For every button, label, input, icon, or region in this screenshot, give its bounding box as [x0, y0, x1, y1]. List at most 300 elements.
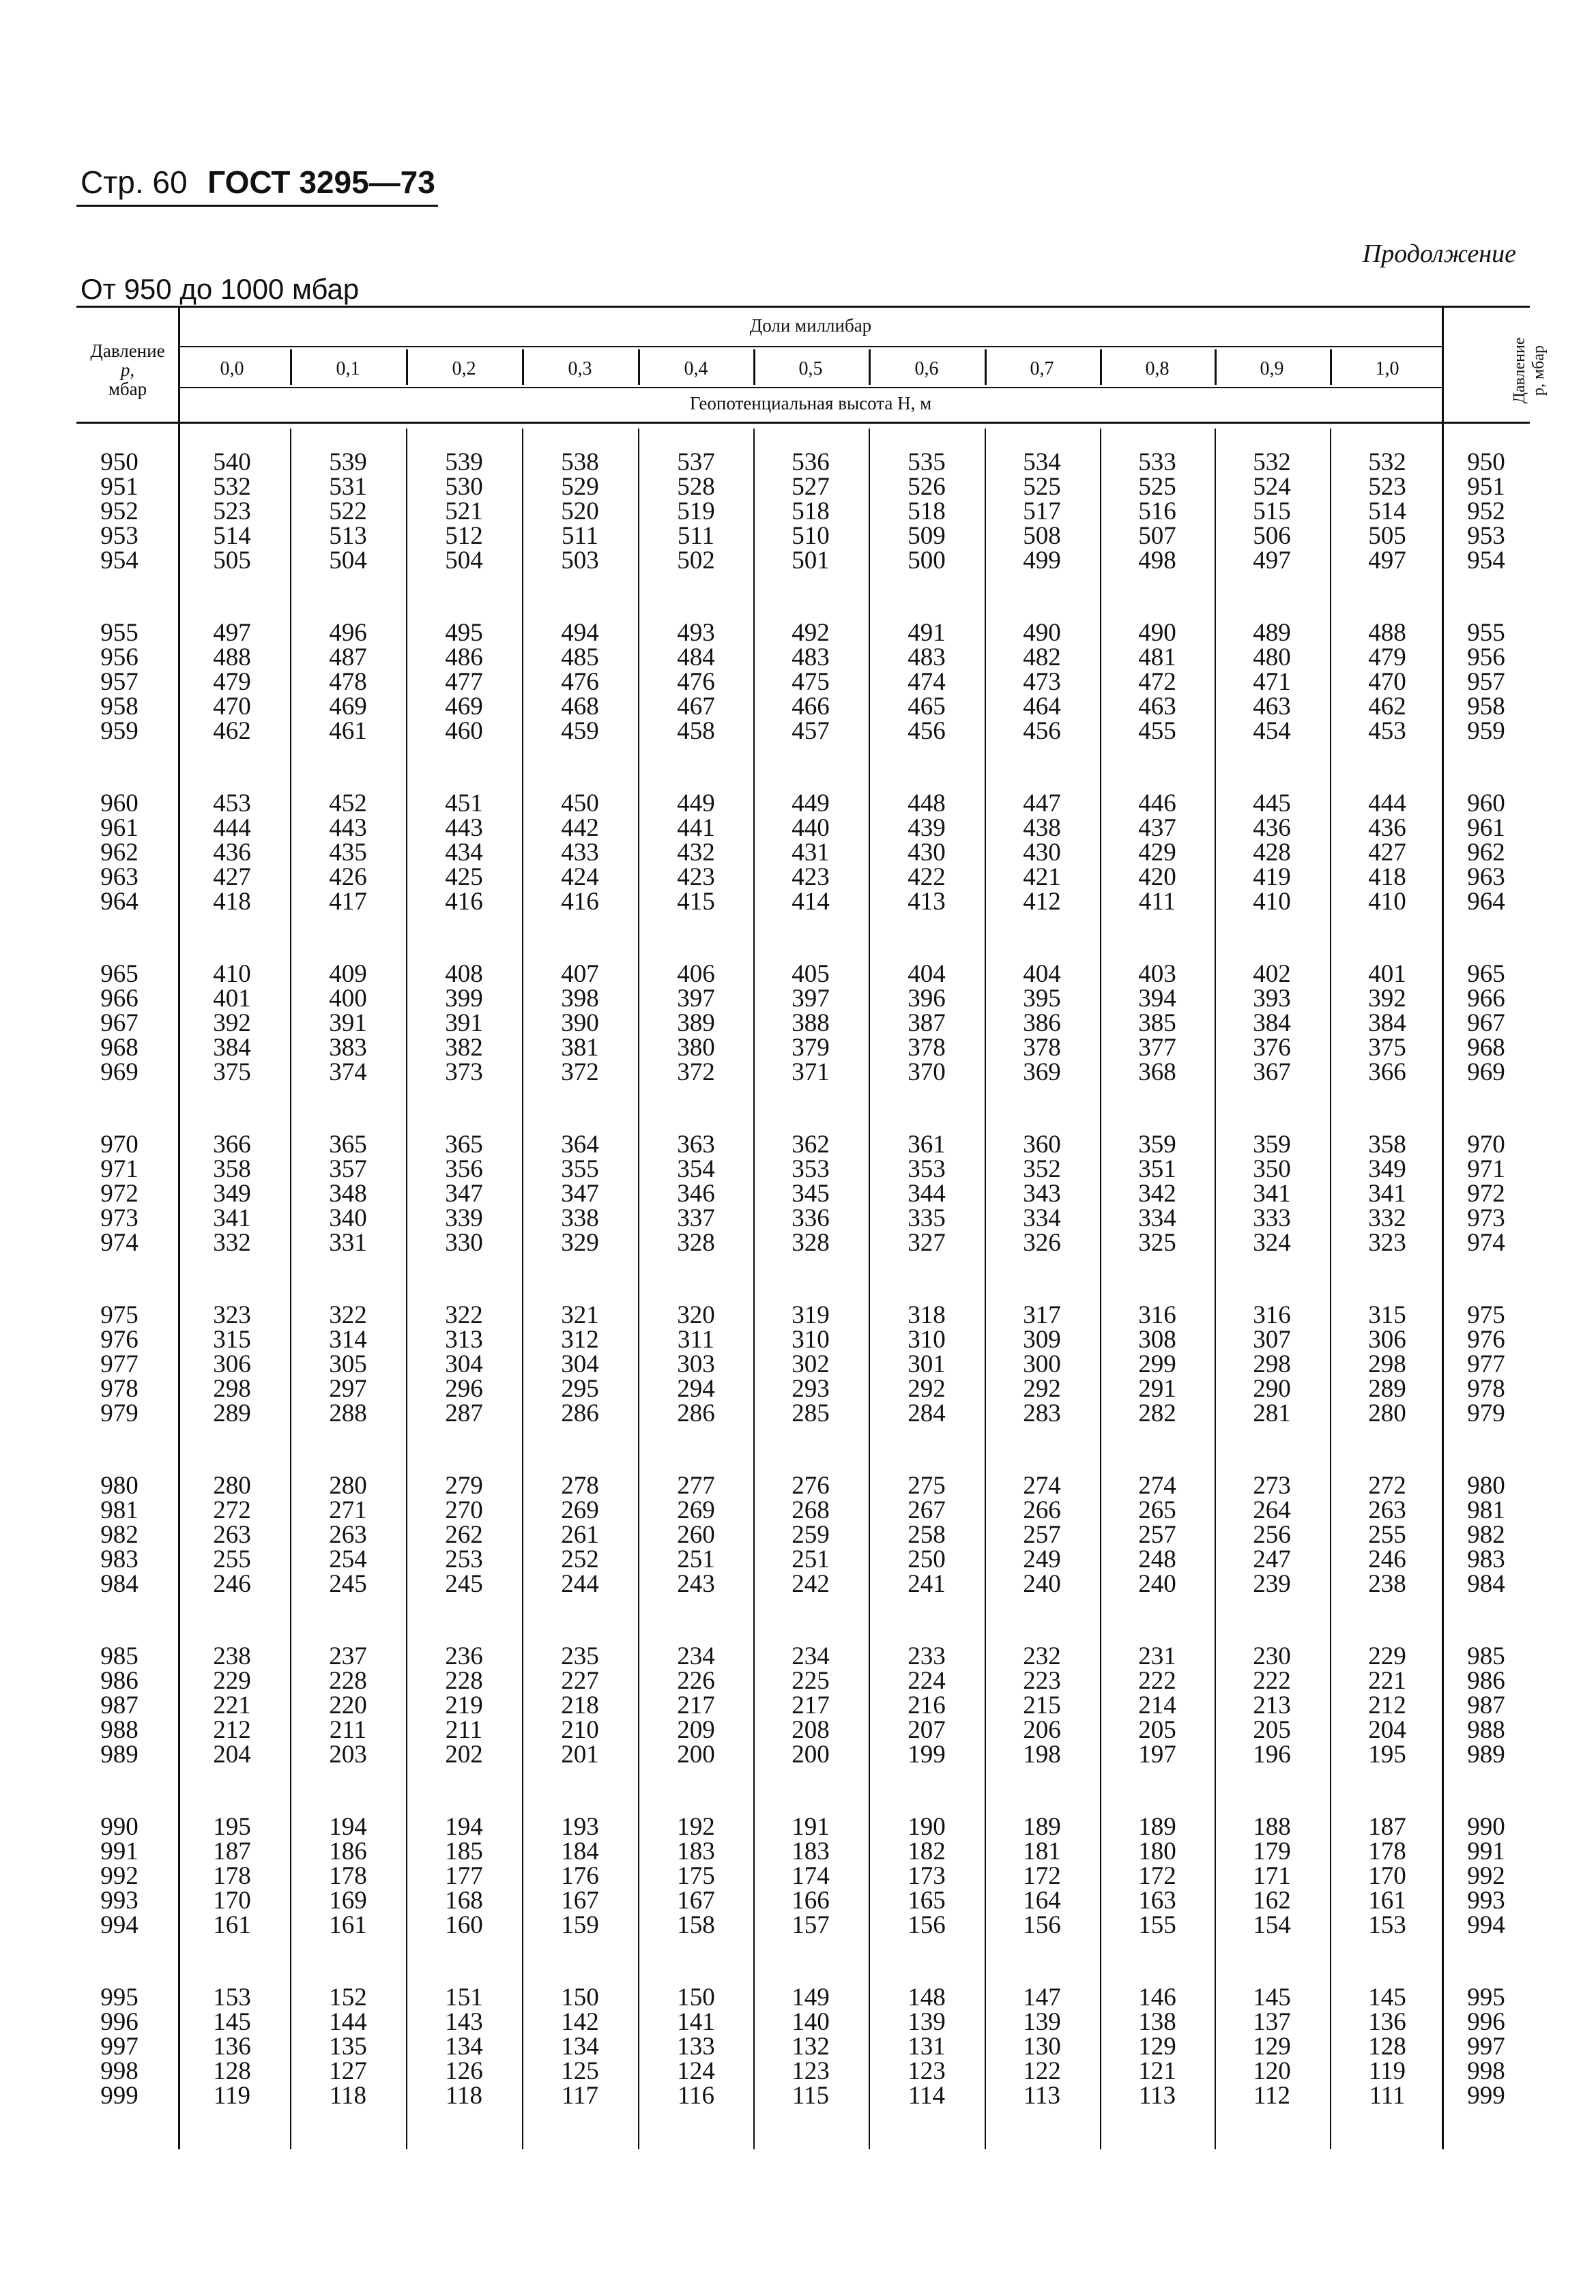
height-cell: 299	[1138, 1350, 1176, 1378]
height-cell: 326	[1023, 1229, 1061, 1257]
height-cell: 163	[1138, 1887, 1176, 1915]
height-cell: 498	[1138, 547, 1176, 575]
height-cell: 202	[445, 1741, 483, 1769]
page-header	[81, 164, 435, 201]
height-cell: 464	[1023, 693, 1061, 721]
height-cell: 165	[908, 1887, 946, 1915]
height-cell: 511	[677, 522, 715, 550]
height-cell: 315	[213, 1326, 251, 1354]
height-cell: 286	[677, 1399, 715, 1427]
pressure-cell-right: 958	[1467, 693, 1505, 721]
height-cell: 451	[445, 789, 483, 817]
height-cell: 252	[561, 1545, 599, 1573]
height-cell: 223	[1023, 1667, 1061, 1695]
height-cell: 258	[908, 1521, 946, 1549]
height-cell: 322	[445, 1301, 483, 1329]
height-cell: 529	[561, 473, 599, 501]
height-cell: 317	[1023, 1301, 1061, 1329]
height-cell: 444	[1368, 789, 1406, 817]
pressure-cell: 958	[100, 693, 139, 721]
height-cell: 401	[213, 985, 251, 1013]
height-cell: 422	[908, 863, 946, 891]
pressure-cell-right: 974	[1467, 1229, 1505, 1257]
height-cell: 537	[677, 448, 715, 476]
pressure-cell-right: 979	[1467, 1399, 1505, 1427]
height-cell: 490	[1138, 619, 1176, 647]
height-cell: 427	[213, 863, 251, 891]
height-cell: 224	[908, 1667, 946, 1695]
height-cell: 439	[908, 814, 946, 842]
height-cell: 221	[1368, 1667, 1406, 1695]
height-cell: 194	[445, 1813, 483, 1841]
height-cell: 463	[1253, 693, 1291, 721]
height-cell: 490	[1023, 619, 1061, 647]
height-cell: 298	[1253, 1350, 1291, 1378]
height-cell: 127	[329, 2057, 367, 2085]
height-cell: 111	[1369, 2082, 1406, 2110]
height-cell: 156	[1023, 1911, 1061, 1939]
right-header-line-1: Давление	[1511, 337, 1528, 404]
height-cell: 343	[1023, 1180, 1061, 1208]
height-cell: 257	[1138, 1521, 1176, 1549]
height-cell: 535	[908, 448, 946, 476]
height-cell: 298	[1368, 1350, 1406, 1378]
height-cell: 489	[1253, 619, 1291, 647]
height-cell: 470	[213, 693, 251, 721]
height-cell: 333	[1253, 1204, 1291, 1232]
pressure-cell-right: 976	[1467, 1326, 1505, 1354]
pressure-cell: 986	[100, 1667, 139, 1695]
height-cell: 399	[445, 985, 483, 1013]
continuation-label: Продолжение	[1362, 239, 1516, 268]
height-cell: 456	[908, 717, 946, 745]
height-cell: 154	[1253, 1911, 1291, 1939]
height-cell: 511	[561, 522, 599, 550]
height-cell: 314	[329, 1326, 367, 1354]
height-cell: 530	[445, 473, 483, 501]
height-cell: 540	[213, 448, 251, 476]
height-cell: 261	[561, 1521, 599, 1549]
height-cell: 392	[213, 1009, 251, 1037]
height-cell: 178	[213, 1862, 251, 1890]
height-cell: 446	[1138, 789, 1176, 817]
height-cell: 271	[329, 1496, 367, 1524]
pressure-cell: 956	[100, 643, 139, 671]
height-cell: 304	[561, 1350, 599, 1378]
height-cell: 505	[213, 547, 251, 575]
pressure-cell-right: 984	[1467, 1570, 1505, 1598]
height-cell: 129	[1138, 2033, 1176, 2061]
height-cell: 280	[329, 1472, 367, 1500]
height-cell: 514	[213, 522, 251, 550]
height-cell: 263	[213, 1521, 251, 1549]
height-cell: 394	[1138, 985, 1176, 1013]
height-cell: 367	[1253, 1058, 1291, 1086]
pressure-cell-right: 954	[1467, 547, 1505, 575]
height-cell: 372	[561, 1058, 599, 1086]
height-cell: 411	[1138, 888, 1176, 916]
pressure-cell: 954	[100, 547, 139, 575]
height-cell: 126	[445, 2057, 483, 2085]
height-cell: 243	[677, 1570, 715, 1598]
height-cell: 462	[213, 717, 251, 745]
height-cell: 484	[677, 643, 715, 671]
height-cell: 378	[908, 1034, 946, 1062]
pressure-cell-right: 990	[1467, 1813, 1505, 1841]
height-cell: 531	[329, 473, 367, 501]
height-cell: 512	[445, 522, 483, 550]
height-cell: 188	[1253, 1813, 1291, 1841]
height-cell: 220	[329, 1691, 367, 1719]
height-cell: 436	[213, 839, 251, 867]
height-cell: 276	[792, 1472, 830, 1500]
height-cell: 465	[908, 693, 946, 721]
height-cell: 330	[445, 1229, 483, 1257]
height-cell: 199	[908, 1741, 946, 1769]
height-cell: 280	[1368, 1399, 1406, 1427]
height-cell: 234	[677, 1642, 715, 1670]
height-cell: 270	[445, 1496, 483, 1524]
height-cell: 118	[329, 2082, 367, 2110]
height-cell: 256	[1253, 1521, 1291, 1549]
height-cell: 119	[213, 2082, 251, 2110]
height-cell: 309	[1023, 1326, 1061, 1354]
pressure-cell-right: 951	[1467, 473, 1505, 501]
pressure-cell-right: 969	[1467, 1058, 1505, 1086]
height-cell: 363	[677, 1131, 715, 1159]
height-cell: 305	[329, 1350, 367, 1378]
height-cell: 413	[908, 888, 946, 916]
height-cell: 173	[908, 1862, 946, 1890]
pressure-cell: 990	[100, 1813, 139, 1841]
height-cell: 412	[1023, 888, 1061, 916]
height-cell: 449	[677, 789, 715, 817]
height-cell: 374	[329, 1058, 367, 1086]
pressure-cell: 998	[100, 2057, 139, 2085]
height-cell: 404	[908, 960, 946, 988]
height-cell: 201	[561, 1741, 599, 1769]
height-cell: 321	[561, 1301, 599, 1329]
pressure-cell-right: 993	[1467, 1887, 1505, 1915]
pressure-cell: 969	[100, 1058, 139, 1086]
height-cell: 122	[1023, 2057, 1061, 2085]
height-cell: 346	[677, 1180, 715, 1208]
pressure-cell-right: 956	[1467, 643, 1505, 671]
height-cell: 395	[1023, 985, 1061, 1013]
height-cell: 462	[1368, 693, 1406, 721]
height-cell: 167	[561, 1887, 599, 1915]
height-cell: 425	[445, 863, 483, 891]
height-cell: 536	[792, 448, 830, 476]
height-cell: 218	[561, 1691, 599, 1719]
height-cell: 240	[1023, 1570, 1061, 1598]
pressure-cell-right: 965	[1467, 960, 1505, 988]
height-cell: 274	[1138, 1472, 1176, 1500]
height-cell: 275	[908, 1472, 946, 1500]
height-cell: 476	[561, 668, 599, 696]
height-cell: 461	[329, 717, 367, 745]
height-cell: 170	[1368, 1862, 1406, 1890]
height-cell: 457	[792, 717, 830, 745]
height-cell: 253	[445, 1545, 483, 1573]
height-cell: 322	[329, 1301, 367, 1329]
height-cell: 334	[1138, 1204, 1176, 1232]
height-cell: 509	[908, 522, 946, 550]
height-cell: 468	[561, 693, 599, 721]
height-cell: 246	[1368, 1545, 1406, 1573]
height-cell: 376	[1253, 1034, 1291, 1062]
height-cell: 538	[561, 448, 599, 476]
height-cell: 185	[445, 1837, 483, 1865]
pressure-cell-right: 964	[1467, 888, 1505, 916]
height-cell: 225	[792, 1667, 830, 1695]
pressure-cell-right: 989	[1467, 1741, 1505, 1769]
column-header: 0,2	[452, 358, 476, 379]
height-cell: 477	[445, 668, 483, 696]
height-cell: 370	[908, 1058, 946, 1086]
pressure-cell: 980	[100, 1472, 139, 1500]
height-cell: 494	[561, 619, 599, 647]
height-cell: 390	[561, 1009, 599, 1037]
height-cell: 124	[677, 2057, 715, 2085]
height-cell: 341	[1253, 1180, 1291, 1208]
pressure-cell-right: 980	[1467, 1472, 1505, 1500]
height-cell: 532	[1368, 448, 1406, 476]
height-cell: 160	[445, 1911, 483, 1939]
pressure-cell-right: 983	[1467, 1545, 1505, 1573]
height-cell: 272	[213, 1496, 251, 1524]
height-cell: 400	[329, 985, 367, 1013]
height-cell: 486	[445, 643, 483, 671]
height-cell: 523	[213, 497, 251, 525]
pressure-cell: 965	[100, 960, 139, 988]
height-cell: 453	[1368, 717, 1406, 745]
height-cell: 145	[1253, 1983, 1291, 2011]
column-separator	[290, 428, 291, 2149]
height-cell: 285	[792, 1399, 830, 1427]
height-cell: 169	[329, 1887, 367, 1915]
height-cell: 410	[1368, 888, 1406, 916]
height-cell: 410	[1253, 888, 1291, 916]
column-header-separator	[753, 349, 755, 385]
height-cell: 358	[213, 1155, 251, 1183]
column-header-separator	[1100, 349, 1102, 385]
height-cell: 497	[213, 619, 251, 647]
height-cell: 493	[677, 619, 715, 647]
height-cell: 221	[213, 1691, 251, 1719]
pressure-cell-right: 981	[1467, 1496, 1505, 1524]
height-cell: 161	[1368, 1887, 1406, 1915]
height-cell: 168	[445, 1887, 483, 1915]
height-cell: 447	[1023, 789, 1061, 817]
header-rule	[76, 205, 438, 207]
height-cell: 348	[329, 1180, 367, 1208]
height-cell: 195	[1368, 1741, 1406, 1769]
height-cell: 236	[445, 1642, 483, 1670]
height-cell: 362	[792, 1131, 830, 1159]
height-cell: 458	[677, 717, 715, 745]
height-cell: 128	[213, 2057, 251, 2085]
pressure-cell-right: 997	[1467, 2033, 1505, 2061]
pressure-cell: 970	[100, 1131, 139, 1159]
height-cell: 522	[329, 497, 367, 525]
height-cell: 192	[677, 1813, 715, 1841]
height-cell: 172	[1138, 1862, 1176, 1890]
height-cell: 303	[677, 1350, 715, 1378]
height-cell: 156	[908, 1911, 946, 1939]
pressure-cell: 952	[100, 497, 139, 525]
height-cell: 152	[329, 1983, 367, 2011]
height-cell: 384	[213, 1034, 251, 1062]
pressure-cell: 994	[100, 1911, 139, 1939]
height-cell: 215	[1023, 1691, 1061, 1719]
height-cell: 328	[792, 1229, 830, 1257]
height-cell: 520	[561, 497, 599, 525]
height-cell: 298	[213, 1375, 251, 1403]
column-header: 0,5	[798, 358, 823, 379]
height-cell: 539	[445, 448, 483, 476]
pressure-cell: 964	[100, 888, 139, 916]
height-cell: 478	[329, 668, 367, 696]
height-cell: 435	[329, 839, 367, 867]
column-separator	[406, 428, 407, 2149]
height-cell: 286	[561, 1399, 599, 1427]
height-cell: 414	[792, 888, 830, 916]
column-header-separator	[522, 349, 524, 385]
height-cell: 438	[1023, 814, 1061, 842]
pressure-cell: 996	[100, 2008, 139, 2036]
pressure-cell-right: 991	[1467, 1837, 1505, 1865]
fractions-header: Доли миллибар	[749, 315, 872, 336]
height-cell: 479	[1368, 643, 1406, 671]
pressure-cell: 991	[100, 1837, 139, 1865]
height-cell: 391	[329, 1009, 367, 1037]
pressure-cell: 976	[100, 1326, 139, 1354]
height-cell: 466	[792, 693, 830, 721]
height-cell: 158	[677, 1911, 715, 1939]
pressure-cell-right: 968	[1467, 1034, 1505, 1062]
height-cell: 288	[329, 1399, 367, 1427]
height-cell: 176	[561, 1862, 599, 1890]
height-cell: 430	[908, 839, 946, 867]
height-cell: 442	[561, 814, 599, 842]
height-cell: 143	[445, 2008, 483, 2036]
height-cell: 420	[1138, 863, 1176, 891]
height-cell: 340	[329, 1204, 367, 1232]
height-cell: 222	[1253, 1667, 1291, 1695]
height-cell: 482	[1023, 643, 1061, 671]
height-cell: 187	[1368, 1813, 1406, 1841]
height-cell: 318	[908, 1301, 946, 1329]
height-cell: 211	[329, 1716, 367, 1744]
column-separator	[638, 428, 639, 2149]
height-cell: 315	[1368, 1301, 1406, 1329]
height-cell: 115	[792, 2082, 830, 2110]
column-header-separator	[406, 349, 408, 385]
height-cell: 331	[329, 1229, 367, 1257]
columns-rule	[179, 387, 1442, 388]
height-cell: 474	[908, 668, 946, 696]
height-cell: 211	[445, 1716, 483, 1744]
height-cell: 339	[445, 1204, 483, 1232]
height-cell: 532	[213, 473, 251, 501]
height-cell: 516	[1138, 497, 1176, 525]
height-cell: 453	[213, 789, 251, 817]
height-cell: 273	[1253, 1472, 1291, 1500]
height-cell: 397	[792, 985, 830, 1013]
height-cell: 507	[1138, 522, 1176, 550]
height-cell: 514	[1368, 497, 1406, 525]
height-cell: 283	[1023, 1399, 1061, 1427]
height-cell: 406	[677, 960, 715, 988]
height-cell: 121	[1138, 2057, 1176, 2085]
height-cell: 347	[561, 1180, 599, 1208]
height-cell: 182	[908, 1837, 946, 1865]
height-cell: 247	[1253, 1545, 1291, 1573]
height-cell: 417	[329, 888, 367, 916]
height-cell: 430	[1023, 839, 1061, 867]
height-cell: 269	[677, 1496, 715, 1524]
height-cell: 384	[1253, 1009, 1291, 1037]
height-cell: 157	[792, 1911, 830, 1939]
height-cell: 289	[213, 1399, 251, 1427]
pressure-cell: 987	[100, 1691, 139, 1719]
height-cell: 385	[1138, 1009, 1176, 1037]
height-cell: 304	[445, 1350, 483, 1378]
height-cell: 232	[1023, 1642, 1061, 1670]
height-cell: 187	[213, 1837, 251, 1865]
height-cell: 242	[792, 1570, 830, 1598]
height-cell: 144	[329, 2008, 367, 2036]
height-cell: 389	[677, 1009, 715, 1037]
height-cell: 402	[1253, 960, 1291, 988]
height-cell: 355	[561, 1155, 599, 1183]
height-cell: 166	[792, 1887, 830, 1915]
pressure-cell-right: 970	[1467, 1131, 1505, 1159]
height-cell: 393	[1253, 985, 1291, 1013]
height-cell: 240	[1138, 1570, 1176, 1598]
height-cell: 518	[908, 497, 946, 525]
height-cell: 515	[1253, 497, 1291, 525]
height-cell: 287	[445, 1399, 483, 1427]
height-cell: 426	[329, 863, 367, 891]
height-cell: 222	[1138, 1667, 1176, 1695]
height-cell: 145	[1368, 1983, 1406, 2011]
height-cell: 228	[445, 1667, 483, 1695]
height-cell: 250	[908, 1545, 946, 1573]
height-cell: 505	[1368, 522, 1406, 550]
height-cell: 310	[908, 1326, 946, 1354]
height-cell: 205	[1253, 1716, 1291, 1744]
height-cell: 189	[1138, 1813, 1176, 1841]
height-cell: 492	[792, 619, 830, 647]
height-cell: 195	[213, 1813, 251, 1841]
height-cell: 134	[561, 2033, 599, 2061]
height-cell: 209	[677, 1716, 715, 1744]
height-cell: 159	[561, 1911, 599, 1939]
pressure-cell-right: 994	[1467, 1911, 1505, 1939]
height-cell: 432	[677, 839, 715, 867]
height-cell: 410	[213, 960, 251, 988]
height-cell: 281	[1253, 1399, 1291, 1427]
height-cell: 398	[561, 985, 599, 1013]
height-cell: 119	[1368, 2057, 1406, 2085]
height-cell: 183	[677, 1837, 715, 1865]
column-separator	[869, 428, 870, 2149]
height-cell: 527	[792, 473, 830, 501]
height-cell: 382	[445, 1034, 483, 1062]
pressure-cell-right: 995	[1467, 1983, 1505, 2011]
